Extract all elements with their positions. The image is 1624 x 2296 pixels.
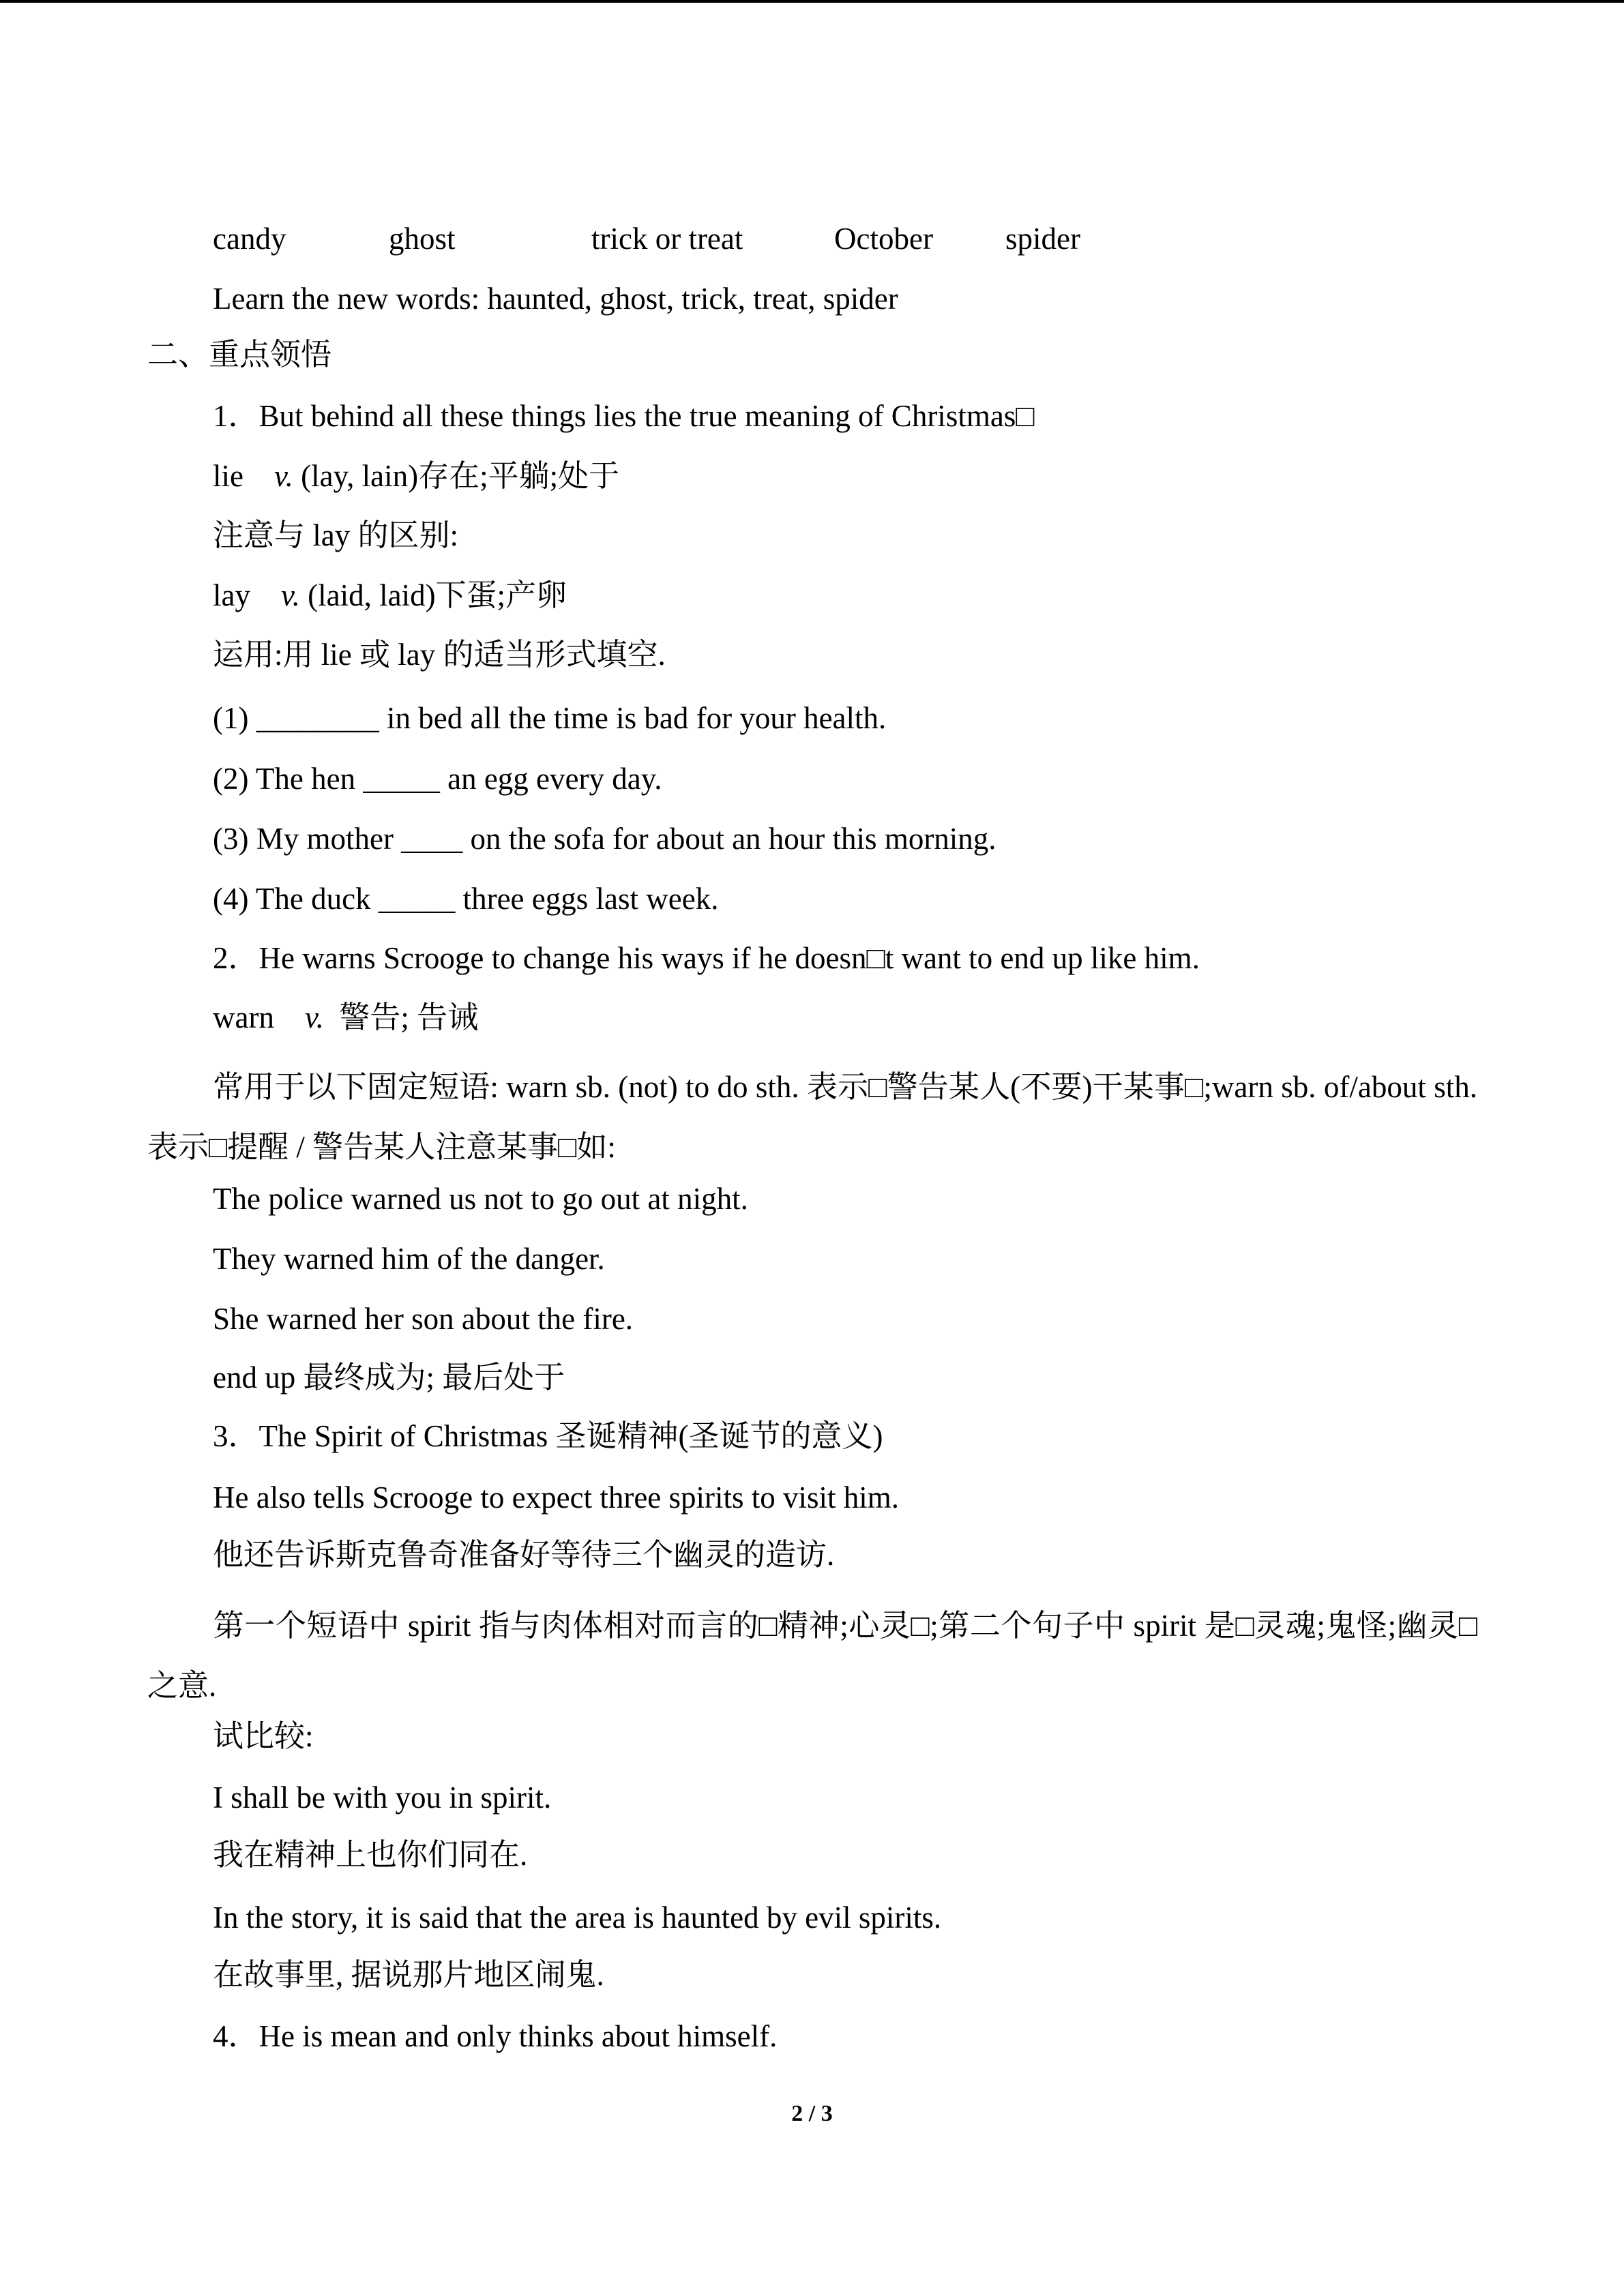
lie-meaning: (lay, lain)存在;平躺;处于	[301, 459, 620, 493]
warn-meaning: 警告; 告诫	[339, 1000, 479, 1034]
vocab-word: ghost	[389, 222, 456, 256]
exercise-item: (2) The hen _____ an egg every day.	[213, 762, 662, 796]
learn-words-line: Learn the new words: haunted, ghost, trick, treat, spider	[213, 282, 898, 316]
example-sentence: He also tells Scrooge to expect three spirits to visit him.	[213, 1480, 900, 1515]
lie-lay-difference-note: 注意与 lay 的区别:	[213, 518, 458, 552]
warn-phrase-paragraph	[147, 1057, 1477, 1177]
exercise-item: (3) My mother ____ on the sofa for about an hour this morning.	[213, 822, 996, 856]
warn-phrase-text: 常用于以下固定短语: warn sb. (not) to do sth. 表示□警告某人(不要)干某事□;warn sb. of/about sth. 表示□提醒 / 警告某人注意某事□如:	[147, 1070, 1477, 1164]
lie-word: lie	[213, 459, 243, 493]
vocab-row	[0, 218, 1624, 259]
lay-pos: v.	[280, 578, 300, 612]
example-translation: 他还告诉斯克鲁奇准备好等待三个幽灵的造访.	[213, 1538, 835, 1572]
vocab-word: spider	[1005, 222, 1080, 256]
page-number: 2 / 3	[791, 2101, 833, 2126]
exercise-item: (1) ________ in bed all the time is bad for your health.	[213, 701, 887, 735]
lay-definition	[213, 575, 567, 616]
spirit-explanation-paragraph	[147, 1596, 1477, 1716]
point2-sentence: 2．He warns Scrooge to change his ways if he doesn□t want to end up like him.	[213, 941, 1200, 975]
warn-definition	[213, 997, 478, 1038]
vocab-word: October	[834, 222, 933, 256]
spirit-explanation-text: 第一个短语中 spirit 指与肉体相对而言的□精神;心灵□;第二个句子中 spirit 是□灵魂;鬼怪;幽灵□之意.	[147, 1609, 1477, 1703]
point4-sentence: 4．He is mean and only thinks about himself.	[213, 2019, 778, 2053]
point1-sentence: 1．But behind all these things lies the true meaning of Christmas□	[213, 399, 1035, 433]
lie-pos: v.	[274, 459, 293, 493]
vocab-word: candy	[213, 222, 286, 256]
example-sentence: They warned him of the danger.	[213, 1242, 605, 1276]
lay-meaning: (laid, laid)下蛋;产卵	[308, 578, 567, 612]
lay-word: lay	[213, 578, 250, 612]
warn-pos: v.	[304, 1000, 324, 1034]
point3-heading: 3．The Spirit of Christmas 圣诞精神(圣诞节的意义)	[213, 1419, 883, 1453]
end-up-definition: end up 最终成为; 最后处于	[213, 1360, 565, 1395]
usage-instruction: 运用:用 lie 或 lay 的适当形式填空.	[213, 638, 666, 672]
warn-word: warn	[213, 1000, 274, 1034]
vocab-word: trick or treat	[591, 222, 743, 256]
section-heading: 二、重点领悟	[147, 338, 332, 372]
lie-definition	[213, 456, 619, 496]
compare-label: 试比较:	[213, 1719, 314, 1753]
example-sentence: I shall be with you in spirit.	[213, 1780, 552, 1815]
exercise-item: (4) The duck _____ three eggs last week.	[213, 882, 719, 916]
example-sentence: The police warned us not to go out at night.	[213, 1182, 748, 1216]
example-translation: 在故事里, 据说那片地区闹鬼.	[213, 1958, 604, 1992]
example-sentence: She warned her son about the fire.	[213, 1302, 634, 1336]
example-sentence: In the story, it is said that the area is haunted by evil spirits.	[213, 1900, 942, 1935]
example-translation: 我在精神上也你们同在.	[213, 1838, 528, 1872]
